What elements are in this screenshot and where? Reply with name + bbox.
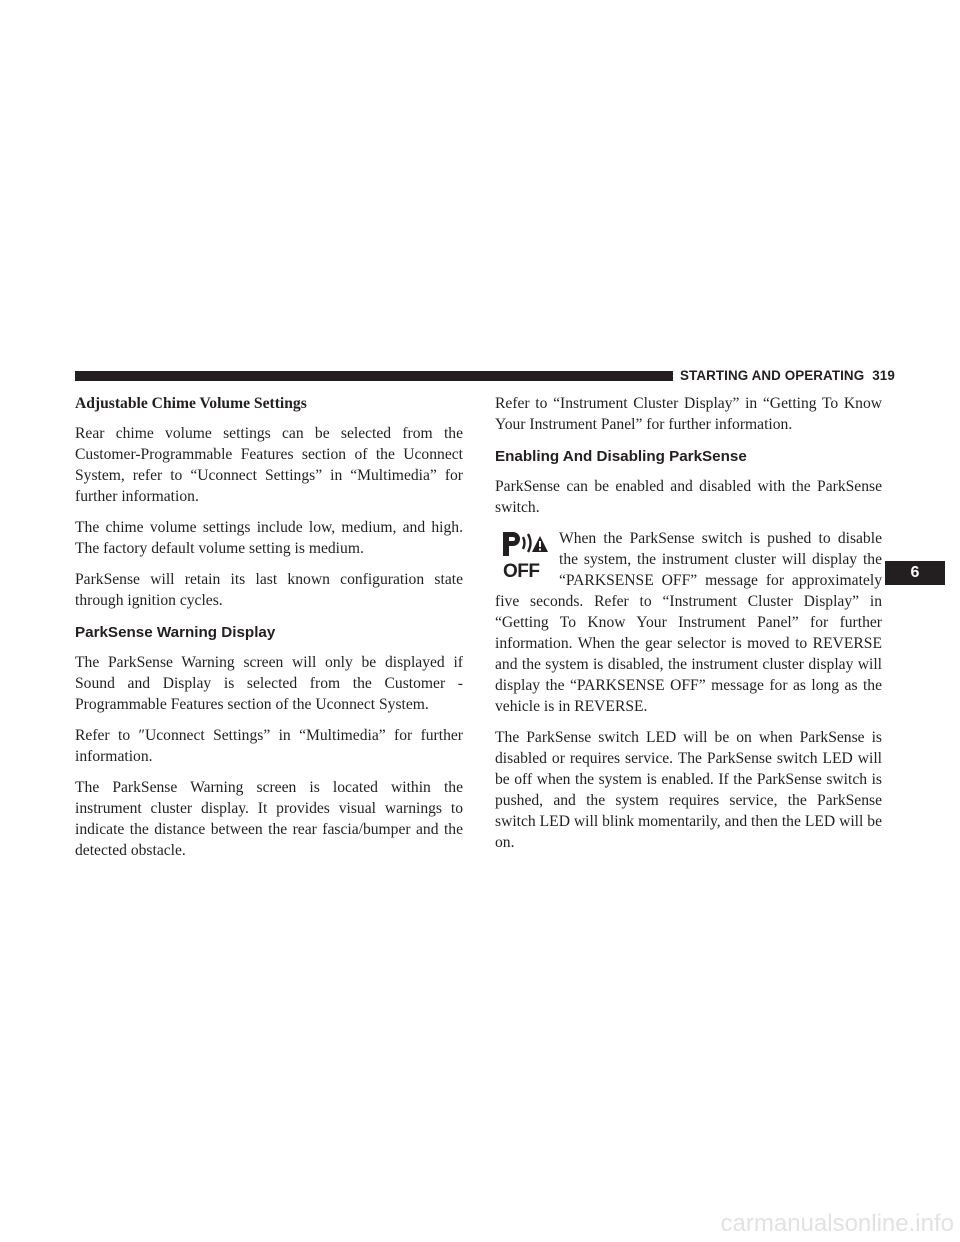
section-title: STARTING AND OPERATING xyxy=(680,368,865,383)
header-rule xyxy=(75,371,673,381)
running-header xyxy=(680,368,895,383)
left-column xyxy=(75,393,463,871)
paragraph: The chime volume settings include low, medium, and high. The factory default volume setting is medium. xyxy=(75,519,463,557)
heading-enabling-disabling: Enabling And Disabling ParkSense xyxy=(495,448,747,465)
paragraph: Refer to ″Uconnect Settings” in “Multimedia” for further information. xyxy=(75,727,463,765)
paragraph: The ParkSense Warning screen will only be displayed if Sound and Display is selected from the Customer - Programmable Features section of the Uconnect System. xyxy=(75,654,463,713)
watermark: carmanualsonline.info xyxy=(720,1210,954,1237)
chapter-tab: 6 xyxy=(885,561,945,585)
parksense-off-icon xyxy=(495,528,553,586)
paragraph: ParkSense will retain its last known configuration state through ignition cycles. xyxy=(75,571,463,609)
paragraph: Rear chime volume settings can be selected from the Customer-Programmable Features section of the Uconnect System, refer to “Uconnect Settings” in “Multimedia” for further information. xyxy=(75,425,463,505)
paragraph: When the ParkSense switch is pushed to disable the system, the instrument cluster will display the “PARKSENSE OFF” message for approximately five seconds. Refer to “Instrument Cluster Display” in “Getting To Know Your Instrument Panel” for further information. When the gear selector is moved to REVERSE and the system is disabled, the instrument cluster display will display the “PARKSENSE OFF” message for as long as the vehicle is in REVERSE. xyxy=(495,530,882,715)
paragraph: The ParkSense Warning screen is located within the instrument cluster display. It provides visual warnings to indicate the distance between the rear fascia/bumper and the detected obstacle. xyxy=(75,779,463,859)
paragraph: Refer to “Instrument Cluster Display” in “Getting To Know Your Instrument Panel” for further information. xyxy=(495,395,882,433)
heading-chime-volume: Adjustable Chime Volume Settings xyxy=(75,395,307,412)
paragraph: The ParkSense switch LED will be on when ParkSense is disabled or requires service. The ParkSense switch LED will be off when the system is enabled. If the ParkSense switch is pushed, and the system requires service, the ParkSense switch LED will blink momentarily, and then the LED will be on. xyxy=(495,729,882,851)
right-column xyxy=(495,393,882,863)
page-number: 319 xyxy=(872,368,895,383)
heading-warning-display: ParkSense Warning Display xyxy=(75,624,276,641)
parksense-wave-icon xyxy=(495,528,553,564)
icon-off-label: OFF xyxy=(503,561,540,582)
paragraph: ParkSense can be enabled and disabled with the ParkSense switch. xyxy=(495,478,882,516)
